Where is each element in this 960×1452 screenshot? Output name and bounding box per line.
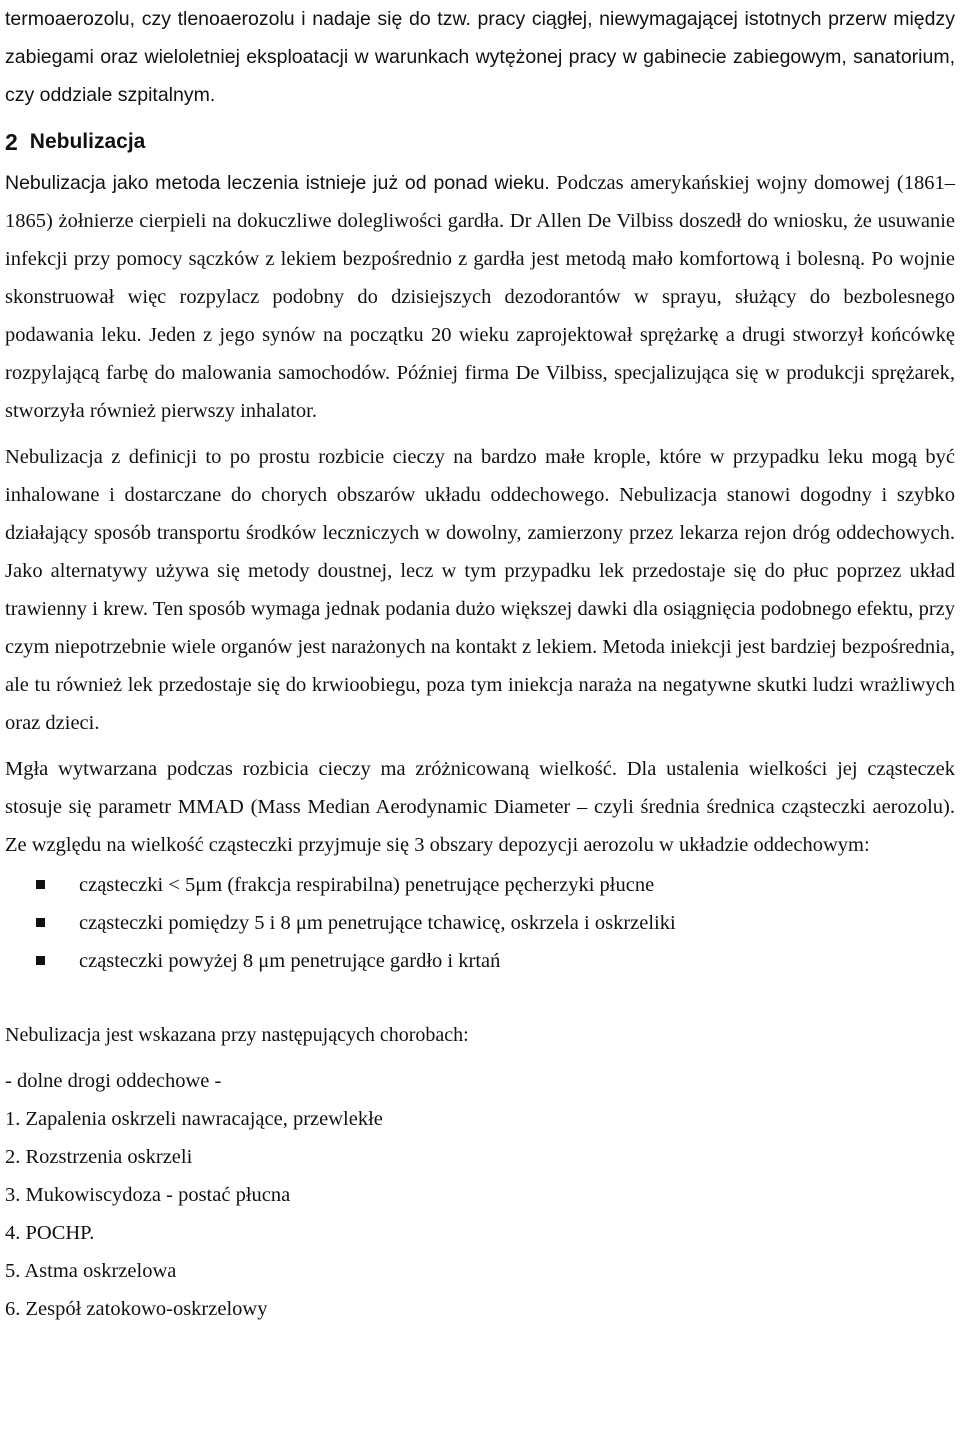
indication-item: 1. Zapalenia oskrzeli nawracające, przewlekłe — [5, 1108, 383, 1130]
section-number: 2 — [5, 129, 18, 155]
history-sentence-4: Po wojnie skonstruował więc rozpylacz podobny do dzisiejszych dezodorantów w sprayu, służący do bezbolesnego podawania leku. — [5, 248, 955, 346]
history-sentence-3: Dr Allen De Vilbiss doszedł do wniosku, że usuwanie infekcji przy pomocy sączków z lekiem bezpośrednio z gardła jest metodą mało komfortową i bolesną. — [5, 210, 956, 270]
list-item — [5, 942, 955, 980]
square-bullet-icon — [36, 956, 45, 965]
definition-paragraph: Nebulizacja z definicji to po prostu rozbicie cieczy na bardzo małe krople, które w przypadku leku mogą być inhalowane i dostarczane do chorych obszarów układu oddechowego. Nebulizacja stanowi dogodny i szybko działający sposób transportu środków leczniczych w dowolny, zamierzony przez lekarza rejon dróg oddechowych. Jako alternatywy używa się metody doustnej, lecz w tym przypadku lek przedostaje się do płuc poprzez układ trawienny i krew. Ten sposób wymaga jednak podania dużo większej dawki dla osiągnięcia podobnego efektu, przy czym niepotrzebnie wiele organów jest narażonych na kontakt z lekiem. Metoda iniekcji jest bardziej bezpośrednia, ale tu również lek przedostaje się do krwioobiegu, poza tym iniekcja naraża na negatywne skutki ludzi wrażliwych oraz dzieci. — [5, 446, 955, 734]
indication-item: 4. POCHP. — [5, 1222, 95, 1244]
deposition-list — [5, 866, 955, 980]
indication-item: 3. Mukowiscydoza - postać płucna — [5, 1184, 291, 1206]
indication-item: 6. Zespół zatokowo-oskrzelowy — [5, 1298, 268, 1320]
indication-item: 5. Astma oskrzelowa — [5, 1260, 177, 1282]
history-sentence-1: Nebulizacja jako metoda leczenia istnieje już od ponad wieku. — [5, 172, 550, 194]
square-bullet-icon — [36, 880, 45, 889]
indications-intro: Nebulizacja jest wskazana przy następujących chorobach: — [5, 1024, 469, 1046]
indication-item: 2. Rozstrzenia oskrzeli — [5, 1146, 193, 1168]
history-sentence-2: Podczas amerykańskiej wojny domowej (1861–1865) żołnierze cierpieli na dokuczliwe dolegliwości gardła. — [5, 172, 955, 232]
list-item-text: cząsteczki < 5μm (frakcja respirabilna) penetrujące pęcherzyki płucne — [79, 874, 655, 896]
history-sentence-5: Jeden z jego synów na początku 20 wieku zaprojektował sprężarkę a drugi stworzył końcówkę rozpylającą farbę do malowania samochodów. — [5, 324, 955, 384]
list-item-text: cząsteczki powyżej 8 μm penetrujące gardło i krtań — [79, 950, 501, 972]
history-sentence-6: Później firma De Vilbiss, specjalizująca się w produkcji sprężarek, stworzyła również pierwszy inhalator. — [5, 362, 955, 422]
square-bullet-icon — [36, 918, 45, 927]
mmad-paragraph: Mgła wytwarzana podczas rozbicia cieczy ma zróżnicowaną wielkość. Dla ustalenia wielkości jej cząsteczek stosuje się parametr MMAD (Mass Median Aerodynamic Diameter – czyli średnia średnica cząsteczki aerozolu). Ze względu na wielkość cząsteczki przyjmuje się 3 obszary depozycji aerozolu w układzie oddechowym: — [5, 758, 955, 856]
section-heading — [5, 122, 955, 162]
document-page — [5, 0, 955, 1328]
intro-paragraph: termoaerozolu, czy tlenoaerozolu i nadaje się do tzw. pracy ciągłej, niewymagającej istotnych przerw między zabiegami oraz wieloletniej eksploatacji w warunkach wytężonej pracy w gabinecie zabiegowym, sanatorium, czy oddziale szpitalnym. — [5, 8, 955, 106]
list-item — [5, 904, 955, 942]
history-paragraph — [5, 164, 955, 430]
list-item — [5, 866, 955, 904]
section-title: Nebulizacja — [29, 130, 146, 153]
indications-group-label: - dolne drogi oddechowe - — [5, 1070, 222, 1092]
list-item-text: cząsteczki pomiędzy 5 i 8 μm penetrujące tchawicę, oskrzela i oskrzeliki — [79, 912, 676, 934]
